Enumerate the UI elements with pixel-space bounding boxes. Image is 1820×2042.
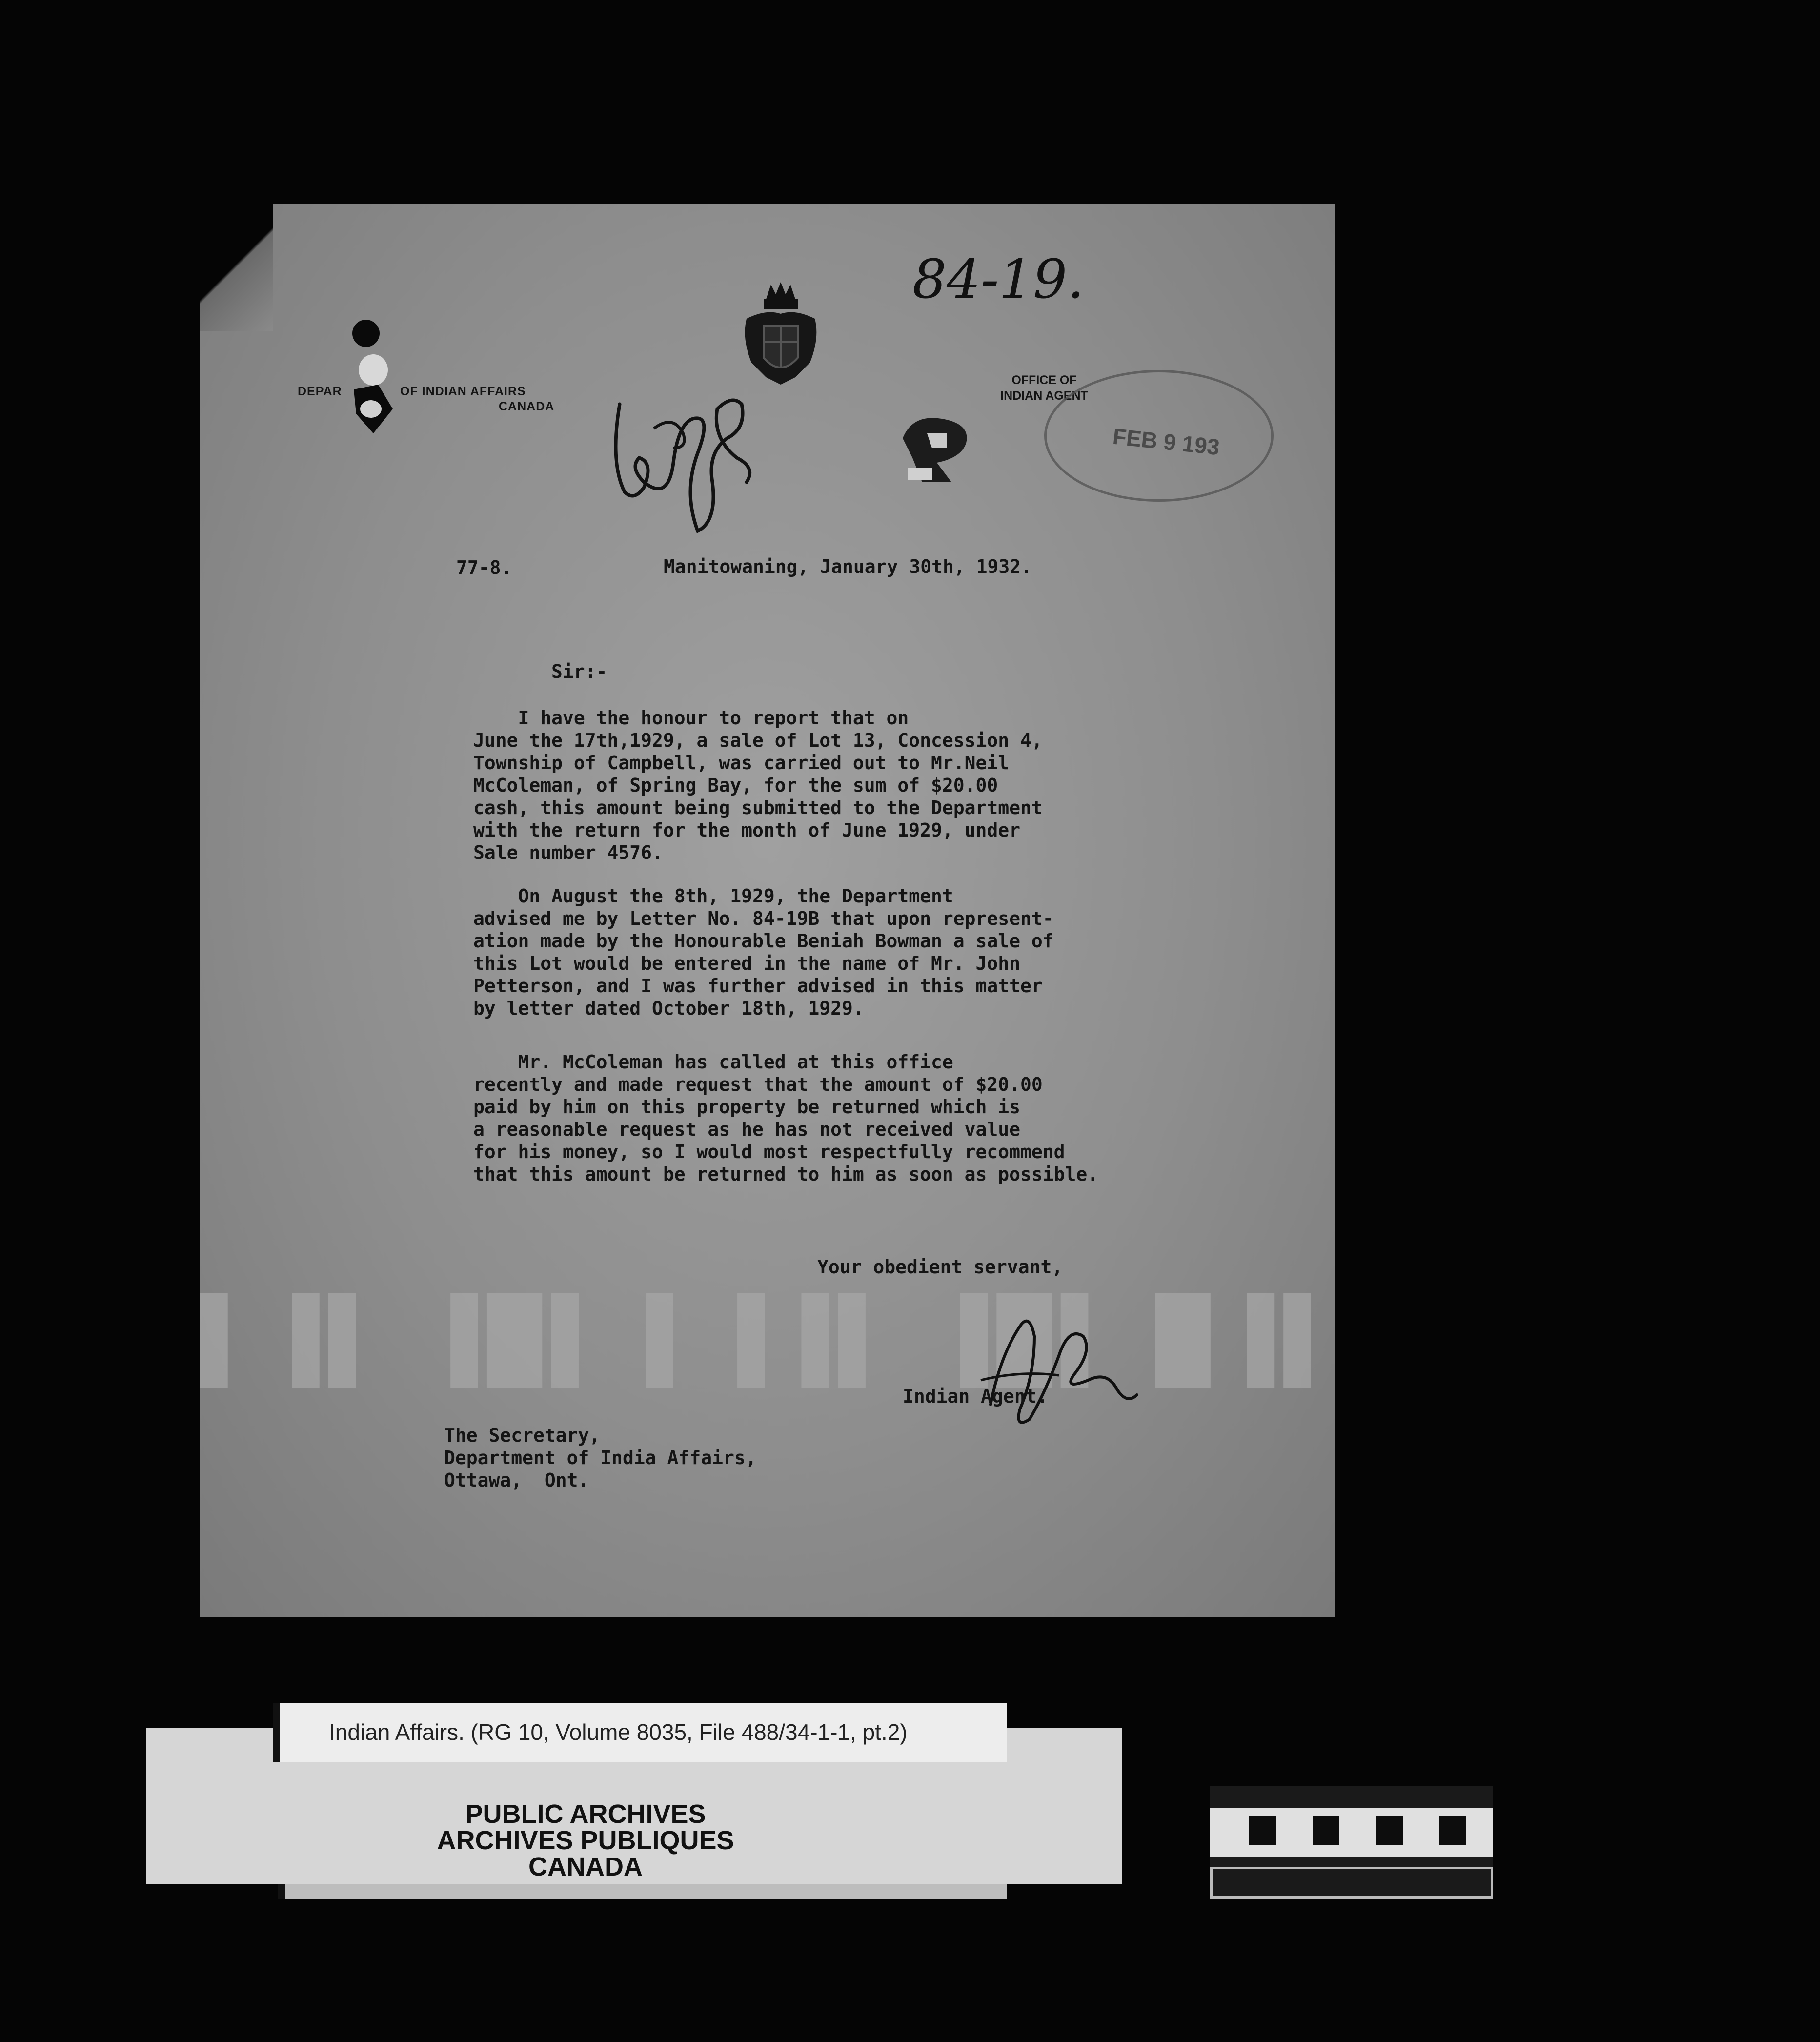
letter-page [200, 204, 1348, 1617]
density-scale-target [1210, 1786, 1493, 1899]
salutation: Sir:- [551, 661, 607, 682]
archive-caption: Indian Affairs. (RG 10, Volume 8035, File 488/34-1-1, pt.2) [329, 1719, 908, 1745]
department-country: CANADA [499, 400, 555, 413]
department-left: DEPAR [298, 385, 342, 398]
archive-line-2: ARCHIVES PUBLIQUES [437, 1826, 734, 1855]
archive-line-3: CANADA [528, 1852, 643, 1881]
folded-corner [200, 204, 273, 331]
paragraph-2: On August the 8th, 1929, the Department advised me by Letter No. 84-19B that upon represent- ation made by the Honourable Beniah Bowman a sale of this Lot would be entered in the name of Mr. John Petterson, and I was further advised in this matter by letter dated October 18th, 1929. [473, 885, 1054, 1019]
scale-mark [1439, 1816, 1466, 1845]
archive-line-1: PUBLIC ARCHIVES [465, 1799, 706, 1829]
paragraph-1: I have the honour to report that on June the 17th,1929, a sale of Lot 13, Concession 4, Township of Campbell, was carried out to Mr.Neil McColeman, of Spring Bay, for the sum of $20.00 cash, this amount being submitted to the Department with the return for the month of June 1929, under Sale number 4576. [473, 707, 1043, 863]
signature-title: Indian Agent. [903, 1386, 1048, 1407]
scale-mark [1376, 1816, 1403, 1845]
office-line-1: OFFICE OF [1011, 373, 1077, 387]
archive-bottom-strip [278, 1884, 1007, 1899]
handwritten-initials [600, 365, 761, 541]
department-right: OF INDIAN AFFAIRS [400, 385, 526, 398]
agent-signature [961, 1297, 1147, 1444]
paragraph-3: Mr. McColeman has called at this office recently and made request that the amount of $20.00 paid by him on this property be returned which is a reasonable request as he has not received value for his money, so I would most respectfully recommend that this amount be returned to him as soon as possible. [473, 1051, 1099, 1185]
faded-background-stamp: ▌▐▌ ▐█▌ ▌▐▐▌ ▐█▌ █▐▌ [200, 1293, 1348, 1381]
reference-number: 77-8. [456, 557, 512, 578]
scale-box [1210, 1867, 1493, 1899]
closing: Your obedient servant, [817, 1256, 1063, 1278]
received-stamp-date: FEB 9 193 [1111, 423, 1221, 460]
recipient-address: The Secretary, Department of India Affairs, Ottawa, Ont. [444, 1425, 757, 1491]
handwritten-file-number: 84-19. [912, 248, 1085, 310]
department-seal-icon [344, 316, 403, 443]
registry-stamp-mark [893, 409, 981, 487]
office-line-2: INDIAN AGENT [1000, 389, 1088, 403]
scale-mark [1249, 1816, 1276, 1845]
archive-caption-strip [273, 1703, 1007, 1762]
scale-mark [1313, 1816, 1339, 1845]
place-and-date: Manitowaning, January 30th, 1932. [664, 556, 1032, 577]
